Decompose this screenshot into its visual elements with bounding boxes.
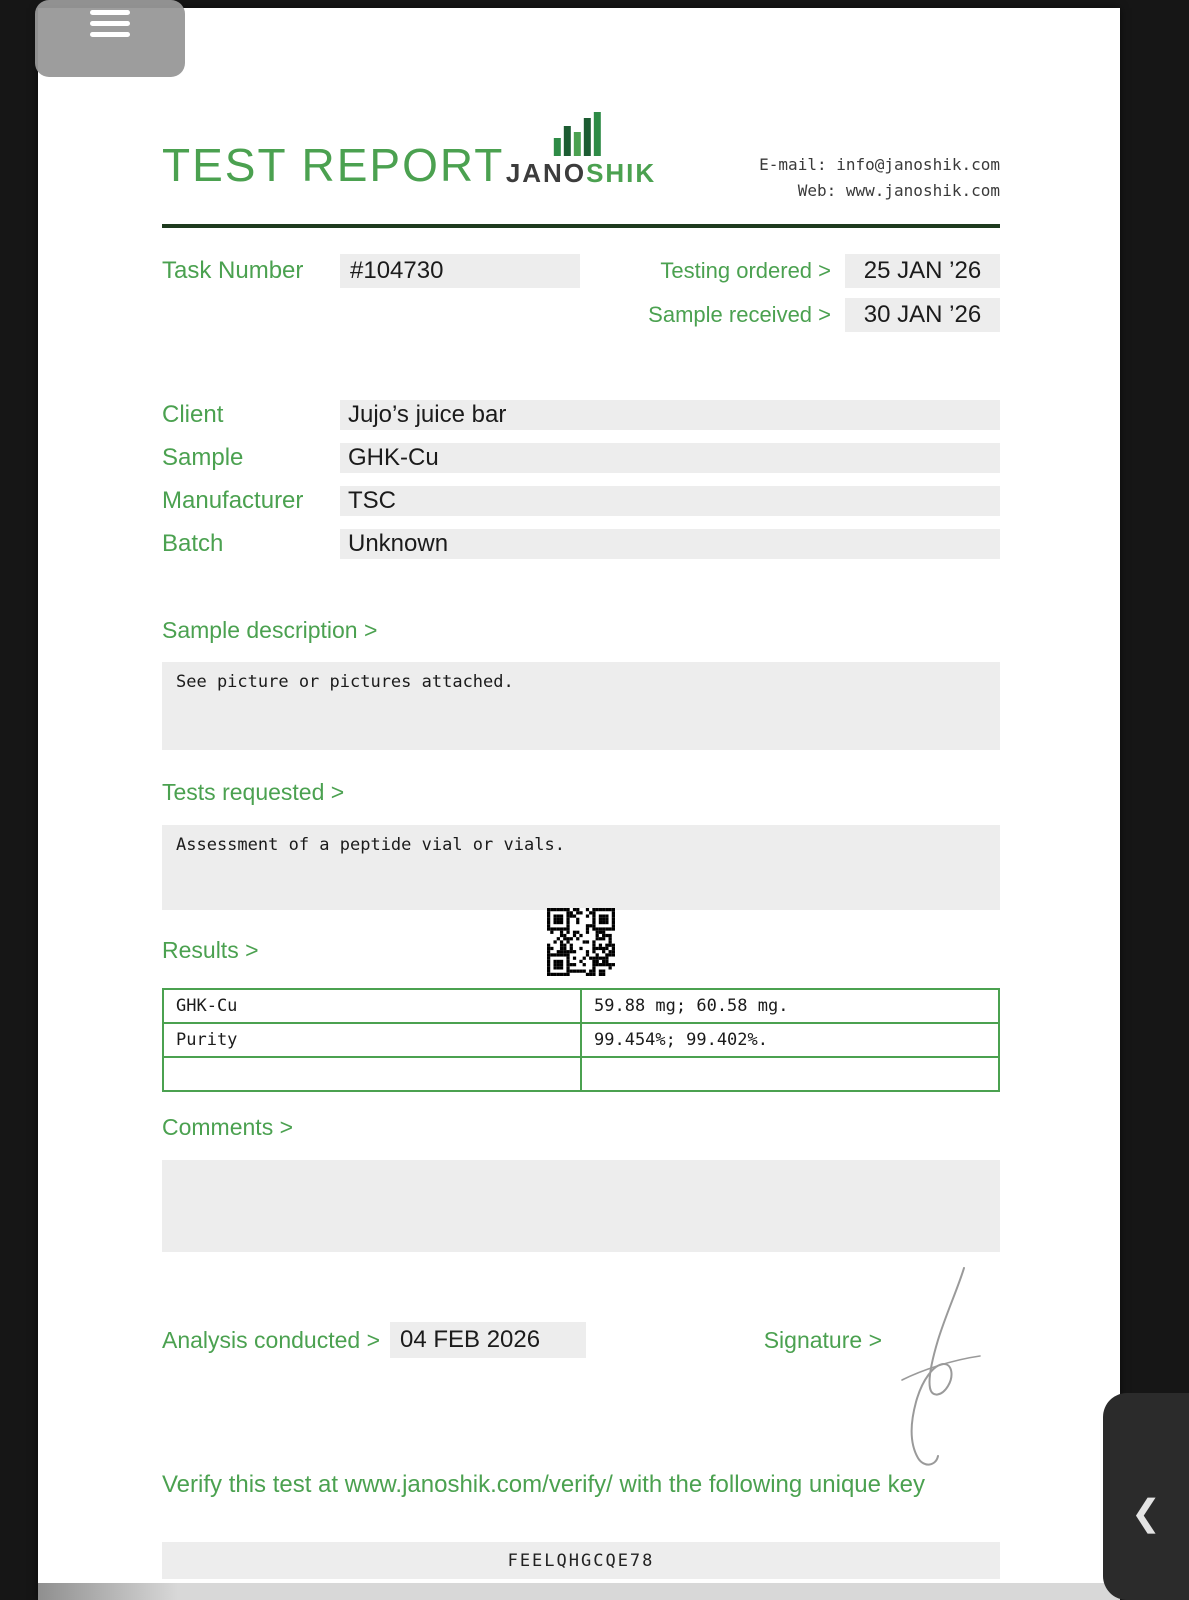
- batch-row: [162, 529, 1000, 559]
- menu-button[interactable]: [35, 0, 185, 77]
- brand-dark: JANO: [505, 158, 587, 188]
- result-value: [581, 1057, 999, 1091]
- table-row: [163, 1057, 999, 1091]
- comments-box: [162, 1160, 1000, 1252]
- verify-key-box: FEELQHGCQE78: [162, 1542, 1000, 1579]
- hamburger-icon: [90, 0, 130, 37]
- bar-chart-logo-icon: [552, 112, 610, 156]
- web-label: Web:: [797, 181, 837, 200]
- client-row: [162, 400, 1000, 430]
- web-value: www.janoshik.com: [845, 181, 1000, 200]
- hamburger-bar: [90, 10, 130, 15]
- results-table: [162, 988, 1000, 1092]
- signature-group: [764, 1327, 882, 1354]
- page-bottom-strip: [38, 1583, 1120, 1600]
- client-value: Jujo’s juice bar: [340, 400, 1000, 430]
- email-line: [759, 152, 1000, 178]
- janoshik-logo: [506, 112, 656, 186]
- client-label: Client: [162, 401, 224, 428]
- results-label: Results >: [162, 937, 259, 963]
- result-value: 99.454%; 99.402%.: [581, 1023, 999, 1057]
- nav-back-button[interactable]: [1103, 1393, 1189, 1600]
- result-name: Purity: [163, 1023, 581, 1057]
- contact-info: [759, 152, 1000, 204]
- sample-received-row: [648, 298, 1000, 332]
- signature-scribble: [878, 1260, 988, 1475]
- qr-code: [547, 908, 615, 976]
- comments-label: Comments >: [162, 1114, 294, 1140]
- chevron-left-icon: ❮: [1130, 1492, 1162, 1533]
- email-value: info@janoshik.com: [836, 155, 1000, 174]
- sample-received-value: 30 JAN ’26: [845, 298, 1000, 332]
- analysis-date-value: 04 FEB 2026: [390, 1322, 586, 1358]
- testing-ordered-row: [648, 254, 1000, 288]
- signature-label: Signature >: [763, 1326, 882, 1353]
- sample-details: [162, 400, 1000, 559]
- task-number-value: #104730: [340, 254, 580, 288]
- meta-row: [162, 254, 1000, 342]
- hamburger-bar: [90, 21, 130, 26]
- table-row: [163, 989, 999, 1023]
- table-row: [163, 1023, 999, 1057]
- sample-received-label: Sample received >: [648, 302, 831, 327]
- report-page: [38, 8, 1120, 1600]
- footer-row: [162, 1322, 1000, 1358]
- hamburger-bar: [90, 32, 130, 37]
- page-title: TEST REPORT: [162, 139, 505, 191]
- analysis-conducted-label: Analysis conducted >: [162, 1326, 380, 1353]
- brand-wordmark: [506, 160, 656, 186]
- testing-ordered-label: Testing ordered >: [660, 258, 831, 283]
- order-dates-group: [648, 254, 1000, 342]
- tests-requested-label: Tests requested >: [162, 779, 345, 805]
- task-number-group: [162, 254, 580, 288]
- testing-ordered-value: 25 JAN ’26: [845, 254, 1000, 288]
- sample-description-box: See picture or pictures attached.: [162, 662, 1000, 750]
- manufacturer-value: TSC: [340, 486, 1000, 516]
- results-header: [162, 910, 1000, 988]
- sample-value: GHK-Cu: [340, 443, 1000, 473]
- analysis-group: [162, 1322, 586, 1358]
- report-content: [38, 8, 1120, 1600]
- result-name: [163, 1057, 581, 1091]
- report-header: [162, 112, 1000, 212]
- sample-label: Sample: [162, 444, 244, 471]
- batch-value: Unknown: [340, 529, 1000, 559]
- result-value: 59.88 mg; 60.58 mg.: [581, 989, 999, 1023]
- brand-green: SHIK: [586, 158, 657, 188]
- manufacturer-label: Manufacturer: [162, 487, 304, 514]
- batch-label: Batch: [162, 530, 224, 557]
- result-name: GHK-Cu: [163, 989, 581, 1023]
- verify-text: Verify this test at www.janoshik.com/verify/ with the following unique key: [162, 1471, 926, 1498]
- sample-description-label: Sample description >: [162, 617, 378, 643]
- header-divider: [162, 224, 1000, 228]
- task-number-label: Task Number: [162, 257, 304, 284]
- email-label: E-mail:: [759, 155, 827, 174]
- sample-row: [162, 443, 1000, 473]
- manufacturer-row: [162, 486, 1000, 516]
- tests-requested-box: Assessment of a peptide vial or vials.: [162, 825, 1000, 910]
- web-line: [759, 178, 1000, 204]
